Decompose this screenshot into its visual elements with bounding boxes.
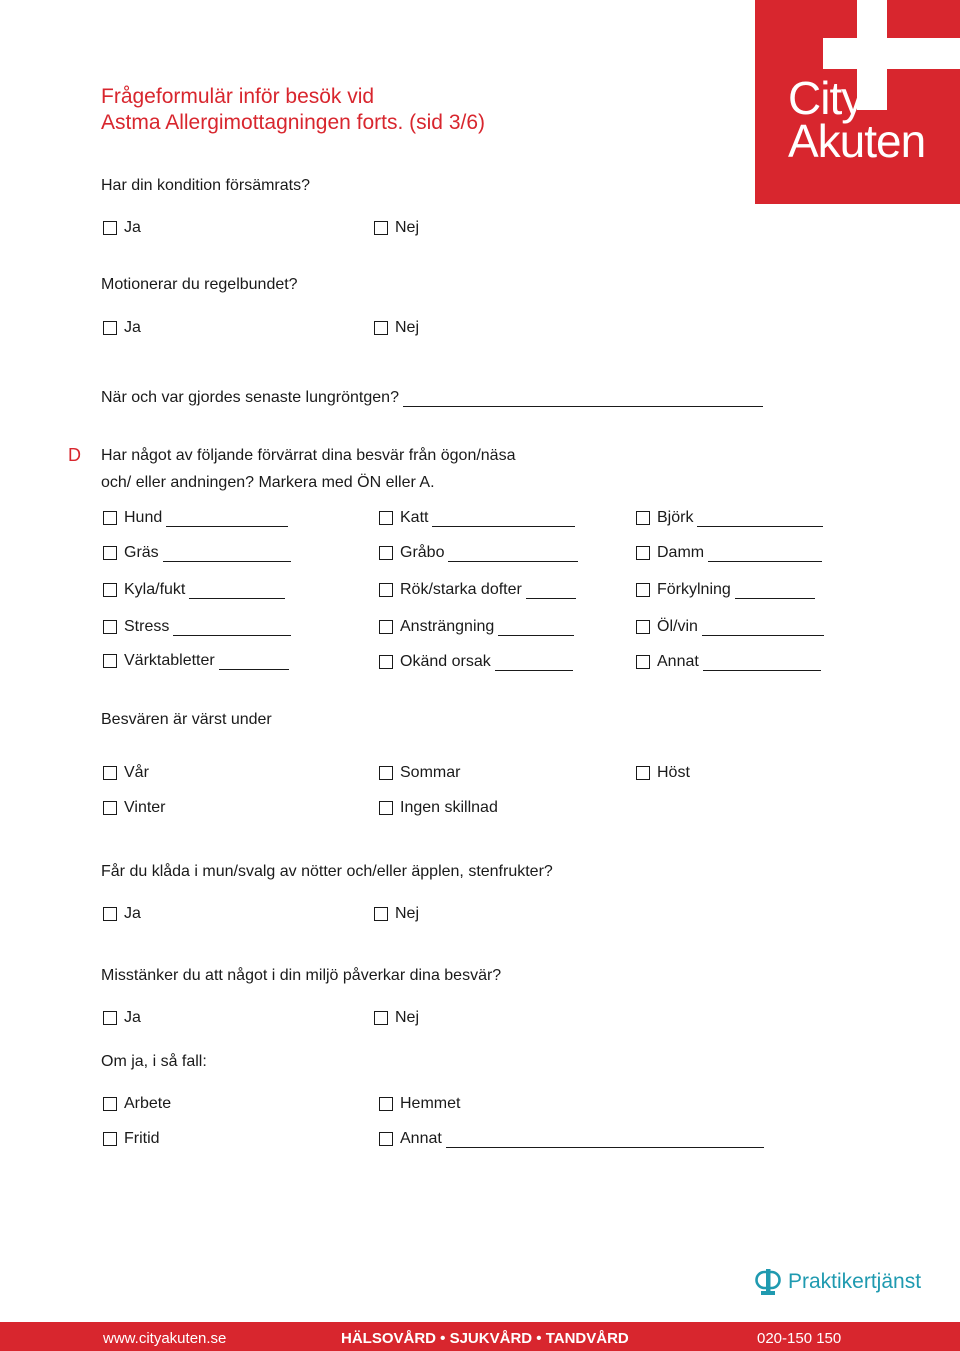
checkbox-miljo-ja[interactable] xyxy=(103,1009,141,1027)
question-miljo: Misstänker du att något i din miljö påverkar dina besvär? xyxy=(101,967,502,984)
option-label: Nej xyxy=(395,1009,420,1026)
question-rontgen xyxy=(101,389,763,407)
checkbox-season-host[interactable] xyxy=(636,764,690,782)
answer-line[interactable] xyxy=(446,1131,764,1148)
trigger-okand-orsak[interactable] xyxy=(379,653,573,671)
option-label: Ja xyxy=(124,319,141,336)
answer-line[interactable] xyxy=(189,582,285,599)
cityakuten-logo xyxy=(755,0,960,204)
checkbox-icon[interactable] xyxy=(636,620,650,634)
answer-line[interactable] xyxy=(448,545,578,562)
checkbox-icon[interactable] xyxy=(103,801,117,815)
footer-services: HÄLSOVÅRD • SJUKVÅRD • TANDVÅRD xyxy=(341,1330,629,1347)
trigger-gras[interactable] xyxy=(103,544,291,562)
checkbox-icon[interactable] xyxy=(103,907,117,921)
checkbox-icon[interactable] xyxy=(379,1132,393,1146)
option-label: Arbete xyxy=(124,1095,172,1112)
checkbox-season-var[interactable] xyxy=(103,764,149,782)
checkbox-icon[interactable] xyxy=(636,546,650,560)
checkbox-icon[interactable] xyxy=(379,546,393,560)
answer-line[interactable] xyxy=(173,619,291,636)
trigger-stress[interactable] xyxy=(103,618,291,636)
question-kondition: Har din kondition försämrats? xyxy=(101,177,310,194)
checkbox-place-fritid[interactable] xyxy=(103,1130,160,1148)
trigger-varktabletter[interactable] xyxy=(103,652,289,670)
option-label: Annat xyxy=(400,1130,442,1147)
trigger-katt[interactable] xyxy=(379,509,575,527)
checkbox-season-vinter[interactable] xyxy=(103,799,166,817)
trigger-ol-vin[interactable] xyxy=(636,618,824,636)
checkbox-place-annat[interactable] xyxy=(379,1130,764,1148)
trigger-damm[interactable] xyxy=(636,544,822,562)
option-label: Ansträngning xyxy=(400,618,495,635)
option-label: Nej xyxy=(395,319,420,336)
checkbox-miljo-nej[interactable] xyxy=(374,1009,419,1027)
option-label: Vår xyxy=(124,764,149,781)
checkbox-icon[interactable] xyxy=(103,1097,117,1111)
section-letter-d: D xyxy=(68,445,81,465)
option-label: Fritid xyxy=(124,1130,160,1147)
checkbox-kondition-ja[interactable] xyxy=(103,219,141,237)
form-title-line2: Astma Allergimottagningen forts. (sid 3/6) xyxy=(101,111,486,134)
option-label: Gräs xyxy=(124,544,159,561)
checkbox-icon[interactable] xyxy=(636,511,650,525)
answer-line[interactable] xyxy=(526,582,576,599)
option-label: Nej xyxy=(395,219,420,236)
question-season: Besvären är värst under xyxy=(101,711,272,728)
checkbox-icon[interactable] xyxy=(374,907,388,921)
form-title-line1: Frågeformulär inför besök vid xyxy=(101,85,375,108)
option-label: Gråbo xyxy=(400,544,445,561)
option-label: Björk xyxy=(657,509,694,526)
option-label: Sommar xyxy=(400,764,461,781)
answer-line[interactable] xyxy=(703,654,821,671)
question-om-ja: Om ja, i så fall: xyxy=(101,1053,207,1070)
praktikertjanst-logo xyxy=(755,1268,921,1296)
answer-line[interactable] xyxy=(163,545,291,562)
praktikertjanst-name: Praktikertjänst xyxy=(788,1270,922,1293)
option-label: Stress xyxy=(124,618,170,635)
answer-line[interactable] xyxy=(219,653,289,670)
checkbox-icon[interactable] xyxy=(103,546,117,560)
checkbox-icon[interactable] xyxy=(379,766,393,780)
question-motion: Motionerar du regelbundet? xyxy=(101,276,298,293)
praktikertjanst-logo-icon xyxy=(755,1268,781,1296)
option-label: Katt xyxy=(400,509,429,526)
checkbox-klada-nej[interactable] xyxy=(374,905,419,923)
option-label: Kyla/fukt xyxy=(124,581,186,598)
trigger-anstrangning[interactable] xyxy=(379,618,574,636)
option-label: Rök/starka dofter xyxy=(400,581,522,598)
question-rontgen-label: När och var gjordes senaste lungröntgen? xyxy=(101,389,399,406)
answer-line[interactable] xyxy=(708,545,822,562)
option-label: Ja xyxy=(124,219,141,236)
checkbox-motion-ja[interactable] xyxy=(103,319,141,337)
footer-bar xyxy=(0,1322,960,1351)
checkbox-icon[interactable] xyxy=(379,801,393,815)
answer-line[interactable] xyxy=(735,582,815,599)
answer-line-rontgen[interactable] xyxy=(403,390,763,407)
option-label: Hund xyxy=(124,509,163,526)
trigger-hund[interactable] xyxy=(103,509,288,527)
checkbox-icon[interactable] xyxy=(379,620,393,634)
checkbox-season-ingen-skillnad[interactable] xyxy=(379,799,498,817)
option-label: Ja xyxy=(124,905,141,922)
option-label: Höst xyxy=(657,764,690,781)
option-label: Annat xyxy=(657,653,699,670)
cross-icon-horizontal xyxy=(823,38,960,69)
footer-website-link[interactable]: www.cityakuten.se xyxy=(103,1330,227,1347)
answer-line[interactable] xyxy=(432,510,575,527)
option-label: Öl/vin xyxy=(657,618,698,635)
trigger-rok-starka-dofter[interactable] xyxy=(379,581,576,599)
checkbox-icon[interactable] xyxy=(103,1011,117,1025)
checkbox-icon[interactable] xyxy=(636,766,650,780)
checkbox-icon[interactable] xyxy=(103,766,117,780)
answer-line[interactable] xyxy=(697,510,823,527)
checkbox-icon[interactable] xyxy=(103,221,117,235)
answer-line[interactable] xyxy=(495,654,573,671)
logo-text-city: City xyxy=(788,72,864,124)
trigger-forkylning[interactable] xyxy=(636,581,815,599)
checkbox-place-hemmet[interactable] xyxy=(379,1095,460,1113)
trigger-annat[interactable] xyxy=(636,653,821,671)
option-label: Ja xyxy=(124,1009,141,1026)
checkbox-place-arbete[interactable] xyxy=(103,1095,171,1113)
option-label: Okänd orsak xyxy=(400,653,491,670)
option-label: Förkylning xyxy=(657,581,731,598)
checkbox-icon[interactable] xyxy=(379,1097,393,1111)
checkbox-icon[interactable] xyxy=(374,221,388,235)
checkbox-icon[interactable] xyxy=(103,511,117,525)
checkbox-icon[interactable] xyxy=(374,1011,388,1025)
checkbox-icon[interactable] xyxy=(636,583,650,597)
option-label: Ingen skillnad xyxy=(400,799,498,816)
checkbox-icon[interactable] xyxy=(103,620,117,634)
checkbox-kondition-nej[interactable] xyxy=(374,219,419,237)
checkbox-klada-ja[interactable] xyxy=(103,905,141,923)
section-d-question-line2: och/ eller andningen? Markera med ÖN eller A. xyxy=(101,474,435,491)
option-label: Vinter xyxy=(124,799,166,816)
answer-line[interactable] xyxy=(498,619,574,636)
answer-line[interactable] xyxy=(166,510,288,527)
option-label: Nej xyxy=(395,905,420,922)
section-d-question-line1: Har något av följande förvärrat dina besvär från ögon/näsa xyxy=(101,447,516,464)
checkbox-icon[interactable] xyxy=(636,655,650,669)
trigger-grabo[interactable] xyxy=(379,544,578,562)
checkbox-icon[interactable] xyxy=(374,321,388,335)
checkbox-icon[interactable] xyxy=(379,655,393,669)
checkbox-icon[interactable] xyxy=(379,511,393,525)
footer-phone: 020-150 150 xyxy=(757,1330,842,1347)
checkbox-icon[interactable] xyxy=(379,583,393,597)
checkbox-icon[interactable] xyxy=(103,321,117,335)
checkbox-icon[interactable] xyxy=(103,1132,117,1146)
checkbox-icon[interactable] xyxy=(103,654,117,668)
option-label: Hemmet xyxy=(400,1095,461,1112)
checkbox-season-sommar[interactable] xyxy=(379,764,460,782)
option-label: Damm xyxy=(657,544,705,561)
trigger-kyla-fukt[interactable] xyxy=(103,581,285,599)
logo-text-akuten: Akuten xyxy=(788,115,926,167)
trigger-bjork[interactable] xyxy=(636,509,823,527)
checkbox-motion-nej[interactable] xyxy=(374,319,419,337)
answer-line[interactable] xyxy=(702,619,824,636)
option-label: Värktabletter xyxy=(124,652,215,669)
checkbox-icon[interactable] xyxy=(103,583,117,597)
question-klada: Får du klåda i mun/svalg av nötter och/eller äpplen, stenfrukter? xyxy=(101,863,553,880)
